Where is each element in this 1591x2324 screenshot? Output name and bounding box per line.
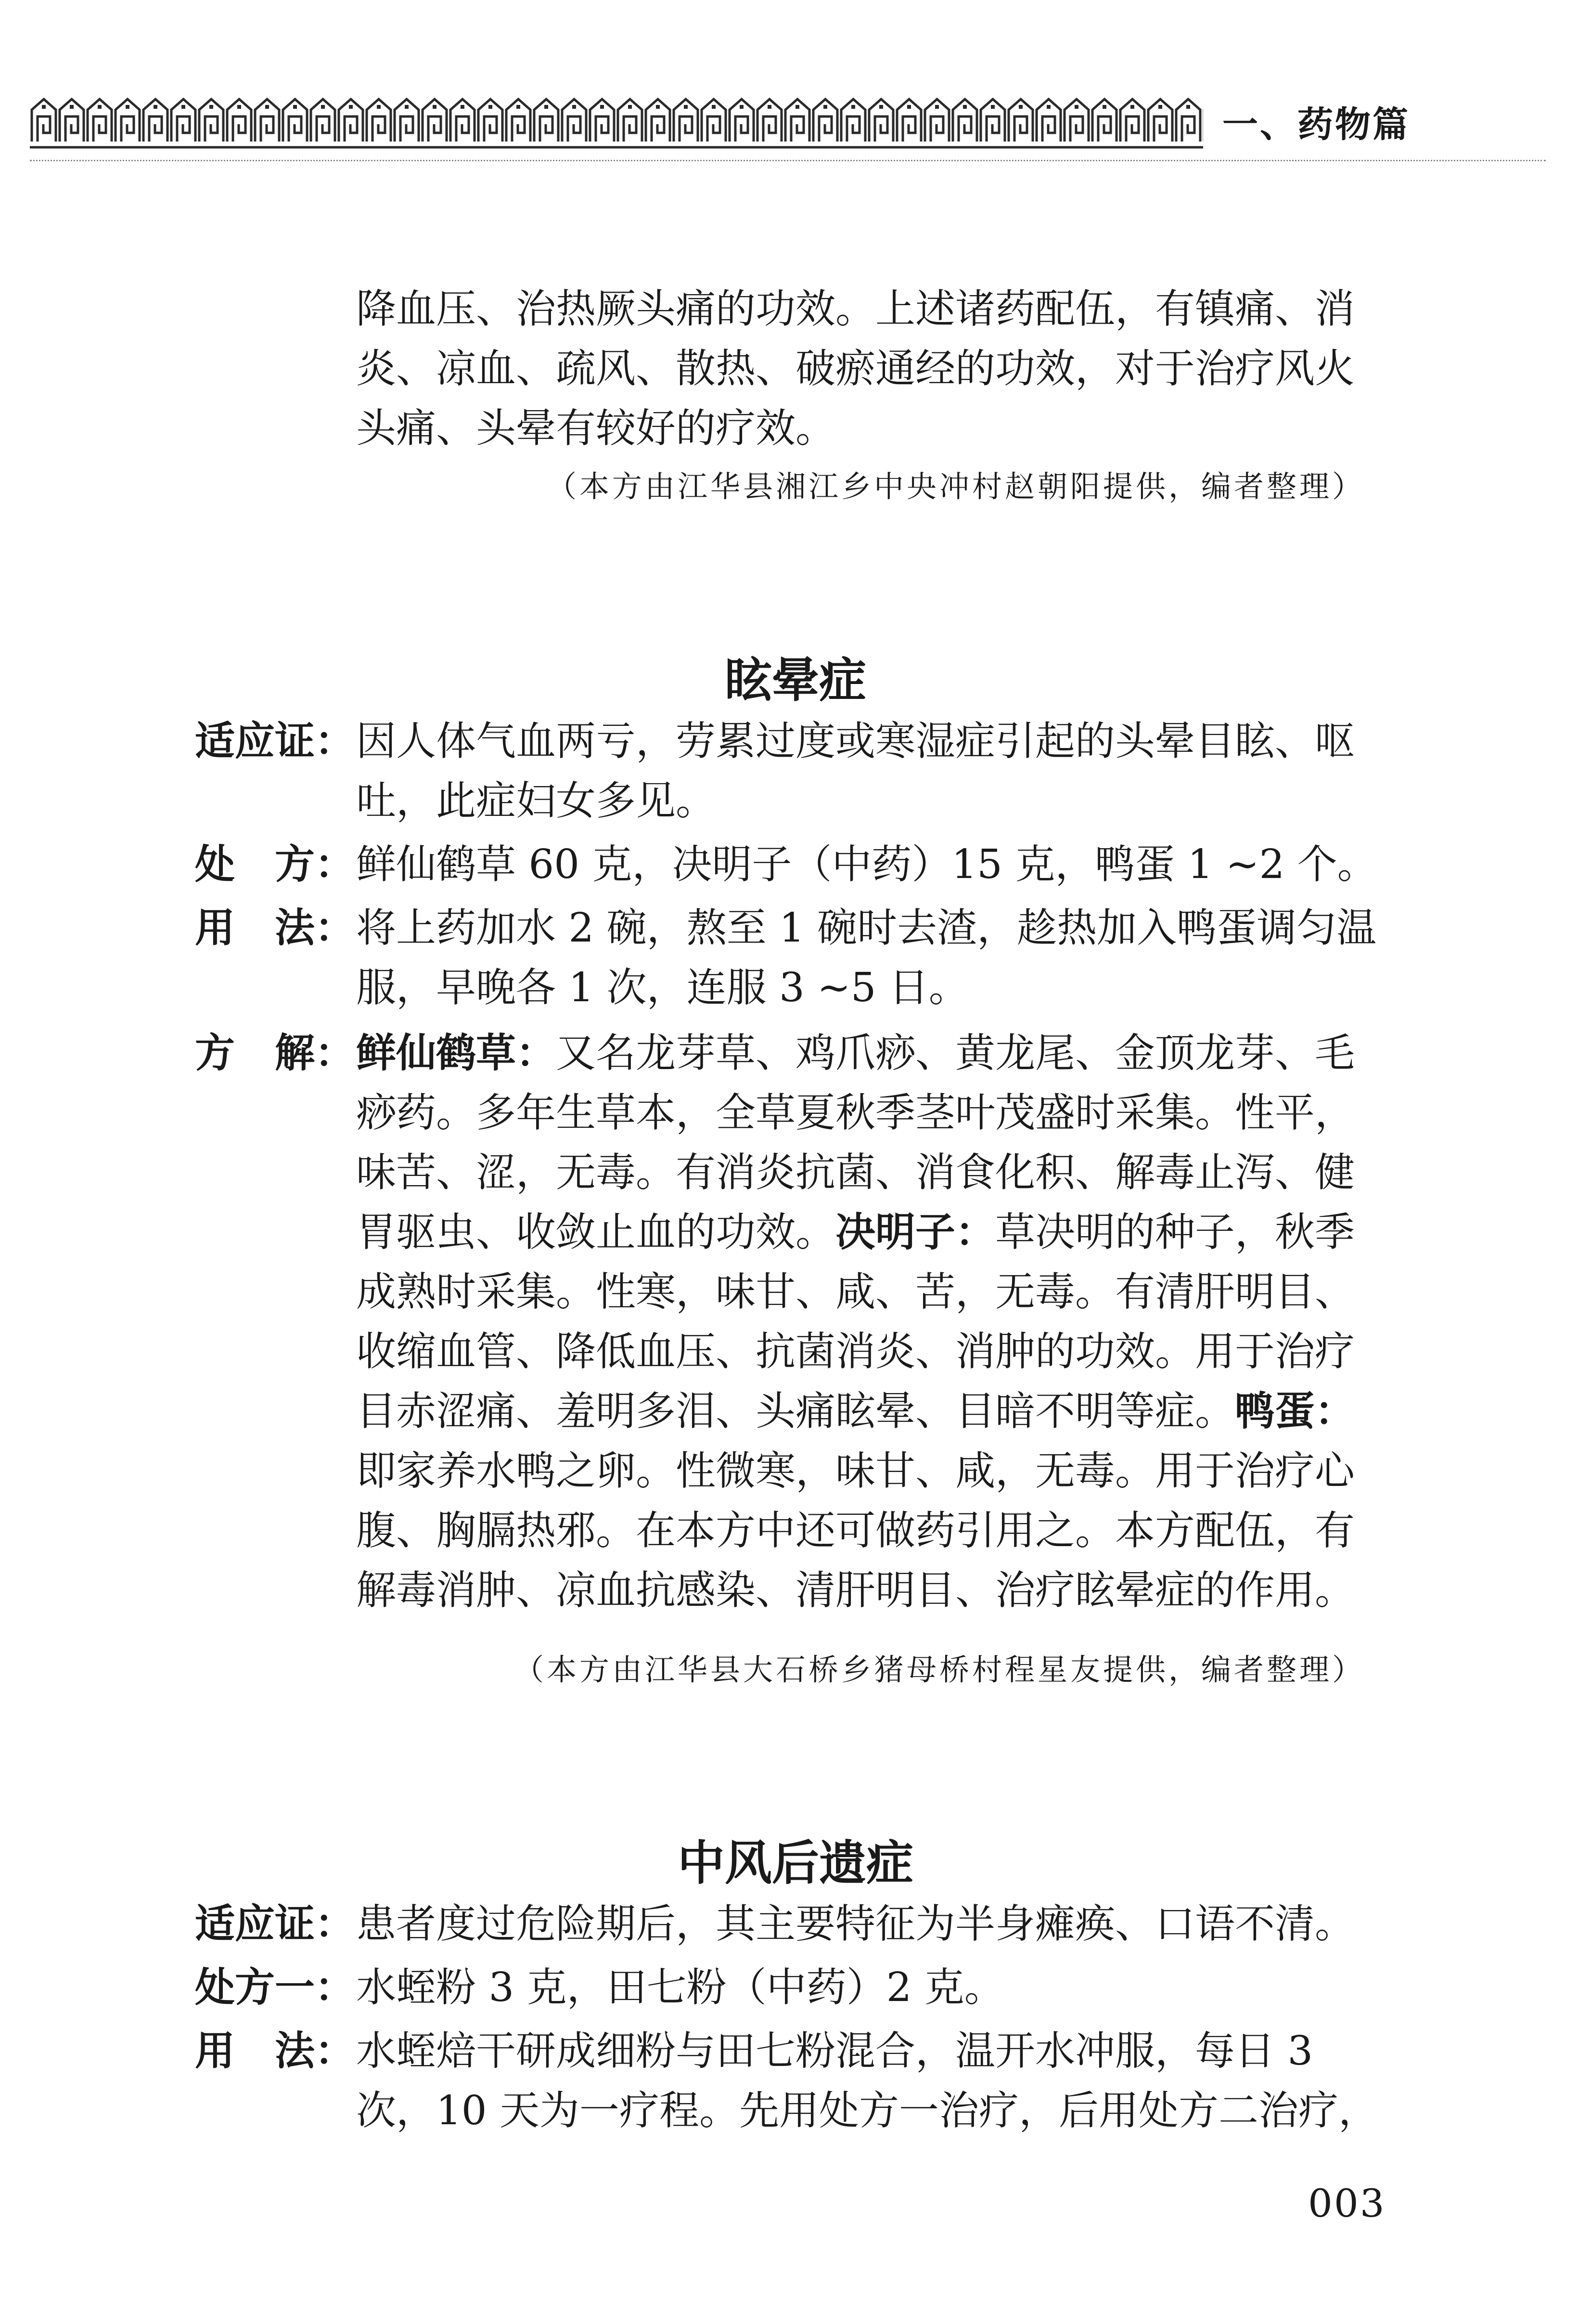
explanation-line: 胃驱虫、收敛止血的功效。决明子：草决明的种子，秋季	[356, 1208, 1355, 1255]
header-ornament-band	[30, 95, 1203, 150]
explanation-line: 腹、胸膈热邪。在本方中还可做药引用之。本方配伍，有	[356, 1507, 1355, 1554]
page-number: 003	[1308, 2181, 1386, 2226]
usage-label: 用 法：	[195, 904, 355, 951]
usage-label: 用 法：	[195, 2027, 355, 2074]
intro-line: 头痛、头晕有较好的疗效。	[356, 405, 835, 452]
usage-text: 将上药加水 2 碗，熬至 1 碗时去渣，趁热加入鸭蛋调匀温	[356, 904, 1377, 951]
source-note: （本方由江华县湘江乡中央冲村赵朝阳提供，编者整理）	[546, 469, 1365, 504]
section-title: 中风后遗症	[677, 1835, 913, 1891]
indication-label: 适应证：	[195, 717, 355, 764]
explanation-line: 收缩血管、降低血压、抗菌消炎、消肿的功效。用于治疗	[356, 1328, 1355, 1375]
explanation-line: 成熟时采集。性寒，味甘、咸、苦，无毒。有清肝明目、	[356, 1268, 1355, 1315]
explanation-label: 方 解：	[195, 1029, 355, 1076]
usage-text: 次，10 天为一疗程。先用处方一治疗，后用处方二治疗，	[356, 2087, 1378, 2134]
intro-line: 降血压、治热厥头痛的功效。上述诸药配伍，有镇痛、消	[356, 285, 1355, 332]
indication-label: 适应证：	[195, 1900, 355, 1947]
explanation-line: 味苦、涩，无毒。有消炎抗菌、消食化积、解毒止泻、健	[356, 1149, 1355, 1196]
chapter-title: 一、药物篇	[1222, 104, 1410, 145]
prescription-label: 处方一：	[195, 1963, 355, 2011]
prescription-label: 处 方：	[195, 840, 355, 888]
explanation-line: 即家养水鸭之卵。性微寒，味甘、咸，无毒。用于治疗心	[356, 1447, 1355, 1494]
prescription-text: 鲜仙鹤草 60 克，决明子（中药）15 克，鸭蛋 1 ~2 个。	[356, 841, 1377, 888]
usage-text: 服，早晚各 1 次，连服 3 ~5 日。	[356, 964, 969, 1011]
prescription-text: 水蛭粉 3 克，田七粉（中药）2 克。	[356, 1964, 1004, 2011]
herb-term: 决明子：	[835, 1208, 995, 1255]
explanation-line: 解毒消肿、凉血抗感染、清肝明目、治疗眩晕症的作用。	[356, 1567, 1355, 1614]
source-note: （本方由江华县大石桥乡猪母桥村程星友提供，编者整理）	[513, 1652, 1365, 1687]
intro-line: 炎、凉血、疏风、散热、破瘀通经的功效，对于治疗风火	[356, 345, 1355, 392]
indication-text: 吐，此症妇女多见。	[356, 777, 716, 824]
herb-term: 鲜仙鹤草：	[356, 1029, 556, 1076]
usage-text: 水蛭焙干研成细粉与田七粉混合，温开水冲服，每日 3	[356, 2027, 1313, 2074]
header-divider	[30, 160, 1546, 161]
herb-term: 鸭蛋：	[1235, 1387, 1355, 1434]
section-title: 眩晕症	[724, 653, 866, 708]
explanation-line: 鲜仙鹤草：又名龙芽草、鸡爪痧、黄龙尾、金顶龙芽、毛	[356, 1029, 1355, 1076]
indication-text: 患者度过危险期后，其主要特征为半身瘫痪、口语不清。	[356, 1900, 1355, 1947]
indication-text: 因人体气血两亏，劳累过度或寒湿症引起的头晕目眩、呕	[356, 718, 1355, 764]
explanation-line: 痧药。多年生草本，全草夏秋季茎叶茂盛时采集。性平，	[356, 1089, 1355, 1136]
explanation-line: 目赤涩痛、羞明多泪、头痛眩晕、目暗不明等症。鸭蛋：	[356, 1387, 1355, 1434]
